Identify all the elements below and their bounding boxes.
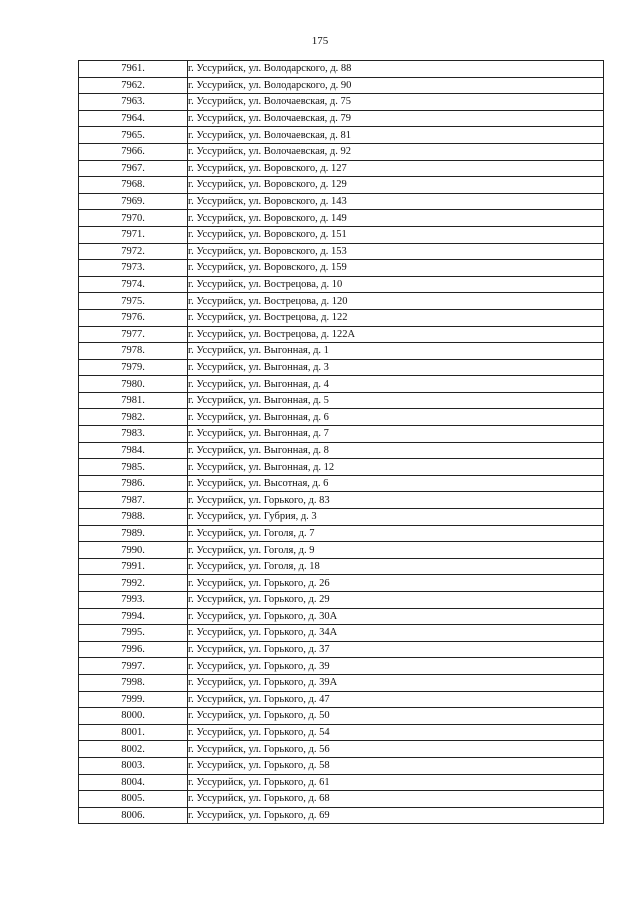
table-row	[79, 658, 604, 675]
row-number: 7961.	[79, 61, 188, 78]
row-number: 7972.	[79, 243, 188, 260]
row-address: г. Уссурийск, ул. Горького, д. 83	[188, 492, 604, 509]
row-address: г. Уссурийск, ул. Горького, д. 56	[188, 741, 604, 758]
table-row	[79, 774, 604, 791]
page-number: 175	[311, 35, 329, 47]
row-number: 7988.	[79, 509, 188, 526]
table-row	[79, 177, 604, 194]
table-row	[79, 509, 604, 526]
table-row	[79, 741, 604, 758]
table-row	[79, 625, 604, 642]
row-number: 7999.	[79, 691, 188, 708]
row-number: 7964.	[79, 110, 188, 127]
table-row	[79, 674, 604, 691]
row-address: г. Уссурийск, ул. Горького, д. 37	[188, 641, 604, 658]
table-row	[79, 475, 604, 492]
row-address: г. Уссурийск, ул. Выгонная, д. 5	[188, 392, 604, 409]
row-address: г. Уссурийск, ул. Вострецова, д. 10	[188, 276, 604, 293]
row-address: г. Уссурийск, ул. Горького, д. 39	[188, 658, 604, 675]
row-number: 7981.	[79, 392, 188, 409]
row-number: 7989.	[79, 525, 188, 542]
row-address: г. Уссурийск, ул. Горького, д. 26	[188, 575, 604, 592]
row-number: 8000.	[79, 708, 188, 725]
table-row	[79, 558, 604, 575]
table-row	[79, 409, 604, 426]
table-row	[79, 592, 604, 609]
table-row	[79, 376, 604, 393]
row-number: 7996.	[79, 641, 188, 658]
table-row	[79, 807, 604, 824]
row-address: г. Уссурийск, ул. Гоголя, д. 9	[188, 542, 604, 559]
row-address: г. Уссурийск, ул. Выгонная, д. 12	[188, 459, 604, 476]
row-number: 7987.	[79, 492, 188, 509]
table-row	[79, 293, 604, 310]
row-number: 7997.	[79, 658, 188, 675]
row-number: 7969.	[79, 193, 188, 210]
row-number: 7977.	[79, 326, 188, 343]
row-address: г. Уссурийск, ул. Волочаевская, д. 81	[188, 127, 604, 144]
row-number: 7986.	[79, 475, 188, 492]
row-number: 8004.	[79, 774, 188, 791]
table-row	[79, 359, 604, 376]
row-address: г. Уссурийск, ул. Горького, д. 68	[188, 791, 604, 808]
table-row	[79, 143, 604, 160]
table-row	[79, 575, 604, 592]
address-table-body	[79, 61, 604, 824]
row-address: г. Уссурийск, ул. Воровского, д. 153	[188, 243, 604, 260]
row-number: 7993.	[79, 592, 188, 609]
row-address: г. Уссурийск, ул. Выгонная, д. 1	[188, 343, 604, 360]
table-row	[79, 276, 604, 293]
table-row	[79, 260, 604, 277]
row-number: 7975.	[79, 293, 188, 310]
row-address: г. Уссурийск, ул. Выгонная, д. 4	[188, 376, 604, 393]
row-number: 7985.	[79, 459, 188, 476]
row-number: 7998.	[79, 674, 188, 691]
row-number: 7983.	[79, 426, 188, 443]
row-address: г. Уссурийск, ул. Горького, д. 30А	[188, 608, 604, 625]
row-number: 7982.	[79, 409, 188, 426]
row-number: 7970.	[79, 210, 188, 227]
row-number: 7974.	[79, 276, 188, 293]
table-row	[79, 127, 604, 144]
row-number: 8003.	[79, 757, 188, 774]
table-row	[79, 442, 604, 459]
row-number: 7984.	[79, 442, 188, 459]
row-address: г. Уссурийск, ул. Горького, д. 54	[188, 724, 604, 741]
row-address: г. Уссурийск, ул. Гоголя, д. 7	[188, 525, 604, 542]
table-row	[79, 791, 604, 808]
row-address: г. Уссурийск, ул. Горького, д. 61	[188, 774, 604, 791]
table-row	[79, 94, 604, 111]
table-row	[79, 724, 604, 741]
row-address: г. Уссурийск, ул. Горького, д. 69	[188, 807, 604, 824]
row-number: 7965.	[79, 127, 188, 144]
row-address: г. Уссурийск, ул. Выгонная, д. 7	[188, 426, 604, 443]
row-address: г. Уссурийск, ул. Горького, д. 39А	[188, 674, 604, 691]
row-number: 7994.	[79, 608, 188, 625]
table-row	[79, 641, 604, 658]
row-address: г. Уссурийск, ул. Горького, д. 29	[188, 592, 604, 609]
row-address: г. Уссурийск, ул. Выгонная, д. 6	[188, 409, 604, 426]
row-number: 8002.	[79, 741, 188, 758]
table-row	[79, 757, 604, 774]
row-number: 7992.	[79, 575, 188, 592]
row-address: г. Уссурийск, ул. Воровского, д. 129	[188, 177, 604, 194]
table-row	[79, 492, 604, 509]
table-row	[79, 326, 604, 343]
row-number: 7979.	[79, 359, 188, 376]
table-row	[79, 392, 604, 409]
row-number: 7973.	[79, 260, 188, 277]
table-row	[79, 309, 604, 326]
row-number: 7967.	[79, 160, 188, 177]
row-address: г. Уссурийск, ул. Высотная, д. 6	[188, 475, 604, 492]
table-row	[79, 160, 604, 177]
row-number: 7966.	[79, 143, 188, 160]
row-number: 7990.	[79, 542, 188, 559]
row-address: г. Уссурийск, ул. Воровского, д. 151	[188, 226, 604, 243]
table-row	[79, 525, 604, 542]
table-row	[79, 110, 604, 127]
row-address: г. Уссурийск, ул. Выгонная, д. 3	[188, 359, 604, 376]
table-row	[79, 691, 604, 708]
row-number: 8006.	[79, 807, 188, 824]
address-table	[78, 60, 604, 824]
row-number: 7978.	[79, 343, 188, 360]
table-row	[79, 542, 604, 559]
row-number: 7963.	[79, 94, 188, 111]
row-address: г. Уссурийск, ул. Воровского, д. 159	[188, 260, 604, 277]
row-number: 7991.	[79, 558, 188, 575]
table-row	[79, 77, 604, 94]
table-row	[79, 61, 604, 78]
row-number: 7968.	[79, 177, 188, 194]
row-address: г. Уссурийск, ул. Горького, д. 50	[188, 708, 604, 725]
row-address: г. Уссурийск, ул. Вострецова, д. 120	[188, 293, 604, 310]
table-row	[79, 459, 604, 476]
row-number: 7971.	[79, 226, 188, 243]
row-address: г. Уссурийск, ул. Выгонная, д. 8	[188, 442, 604, 459]
row-number: 7962.	[79, 77, 188, 94]
row-address: г. Уссурийск, ул. Горького, д. 47	[188, 691, 604, 708]
row-address: г. Уссурийск, ул. Волочаевская, д. 75	[188, 94, 604, 111]
row-number: 7980.	[79, 376, 188, 393]
row-address: г. Уссурийск, ул. Воровского, д. 143	[188, 193, 604, 210]
row-address: г. Уссурийск, ул. Волочаевская, д. 79	[188, 110, 604, 127]
table-row	[79, 426, 604, 443]
row-address: г. Уссурийск, ул. Губрия, д. 3	[188, 509, 604, 526]
row-address: г. Уссурийск, ул. Вострецова, д. 122А	[188, 326, 604, 343]
row-address: г. Уссурийск, ул. Володарского, д. 88	[188, 61, 604, 78]
table-row	[79, 708, 604, 725]
row-number: 8001.	[79, 724, 188, 741]
row-number: 8005.	[79, 791, 188, 808]
table-row	[79, 343, 604, 360]
row-address: г. Уссурийск, ул. Горького, д. 34А	[188, 625, 604, 642]
table-row	[79, 193, 604, 210]
row-number: 7995.	[79, 625, 188, 642]
row-address: г. Уссурийск, ул. Волочаевская, д. 92	[188, 143, 604, 160]
row-address: г. Уссурийск, ул. Воровского, д. 127	[188, 160, 604, 177]
row-address: г. Уссурийск, ул. Вострецова, д. 122	[188, 309, 604, 326]
row-address: г. Уссурийск, ул. Воровского, д. 149	[188, 210, 604, 227]
table-row	[79, 608, 604, 625]
table-row	[79, 243, 604, 260]
row-address: г. Уссурийск, ул. Гоголя, д. 18	[188, 558, 604, 575]
row-address: г. Уссурийск, ул. Горького, д. 58	[188, 757, 604, 774]
row-number: 7976.	[79, 309, 188, 326]
table-row	[79, 226, 604, 243]
row-address: г. Уссурийск, ул. Володарского, д. 90	[188, 77, 604, 94]
table-row	[79, 210, 604, 227]
